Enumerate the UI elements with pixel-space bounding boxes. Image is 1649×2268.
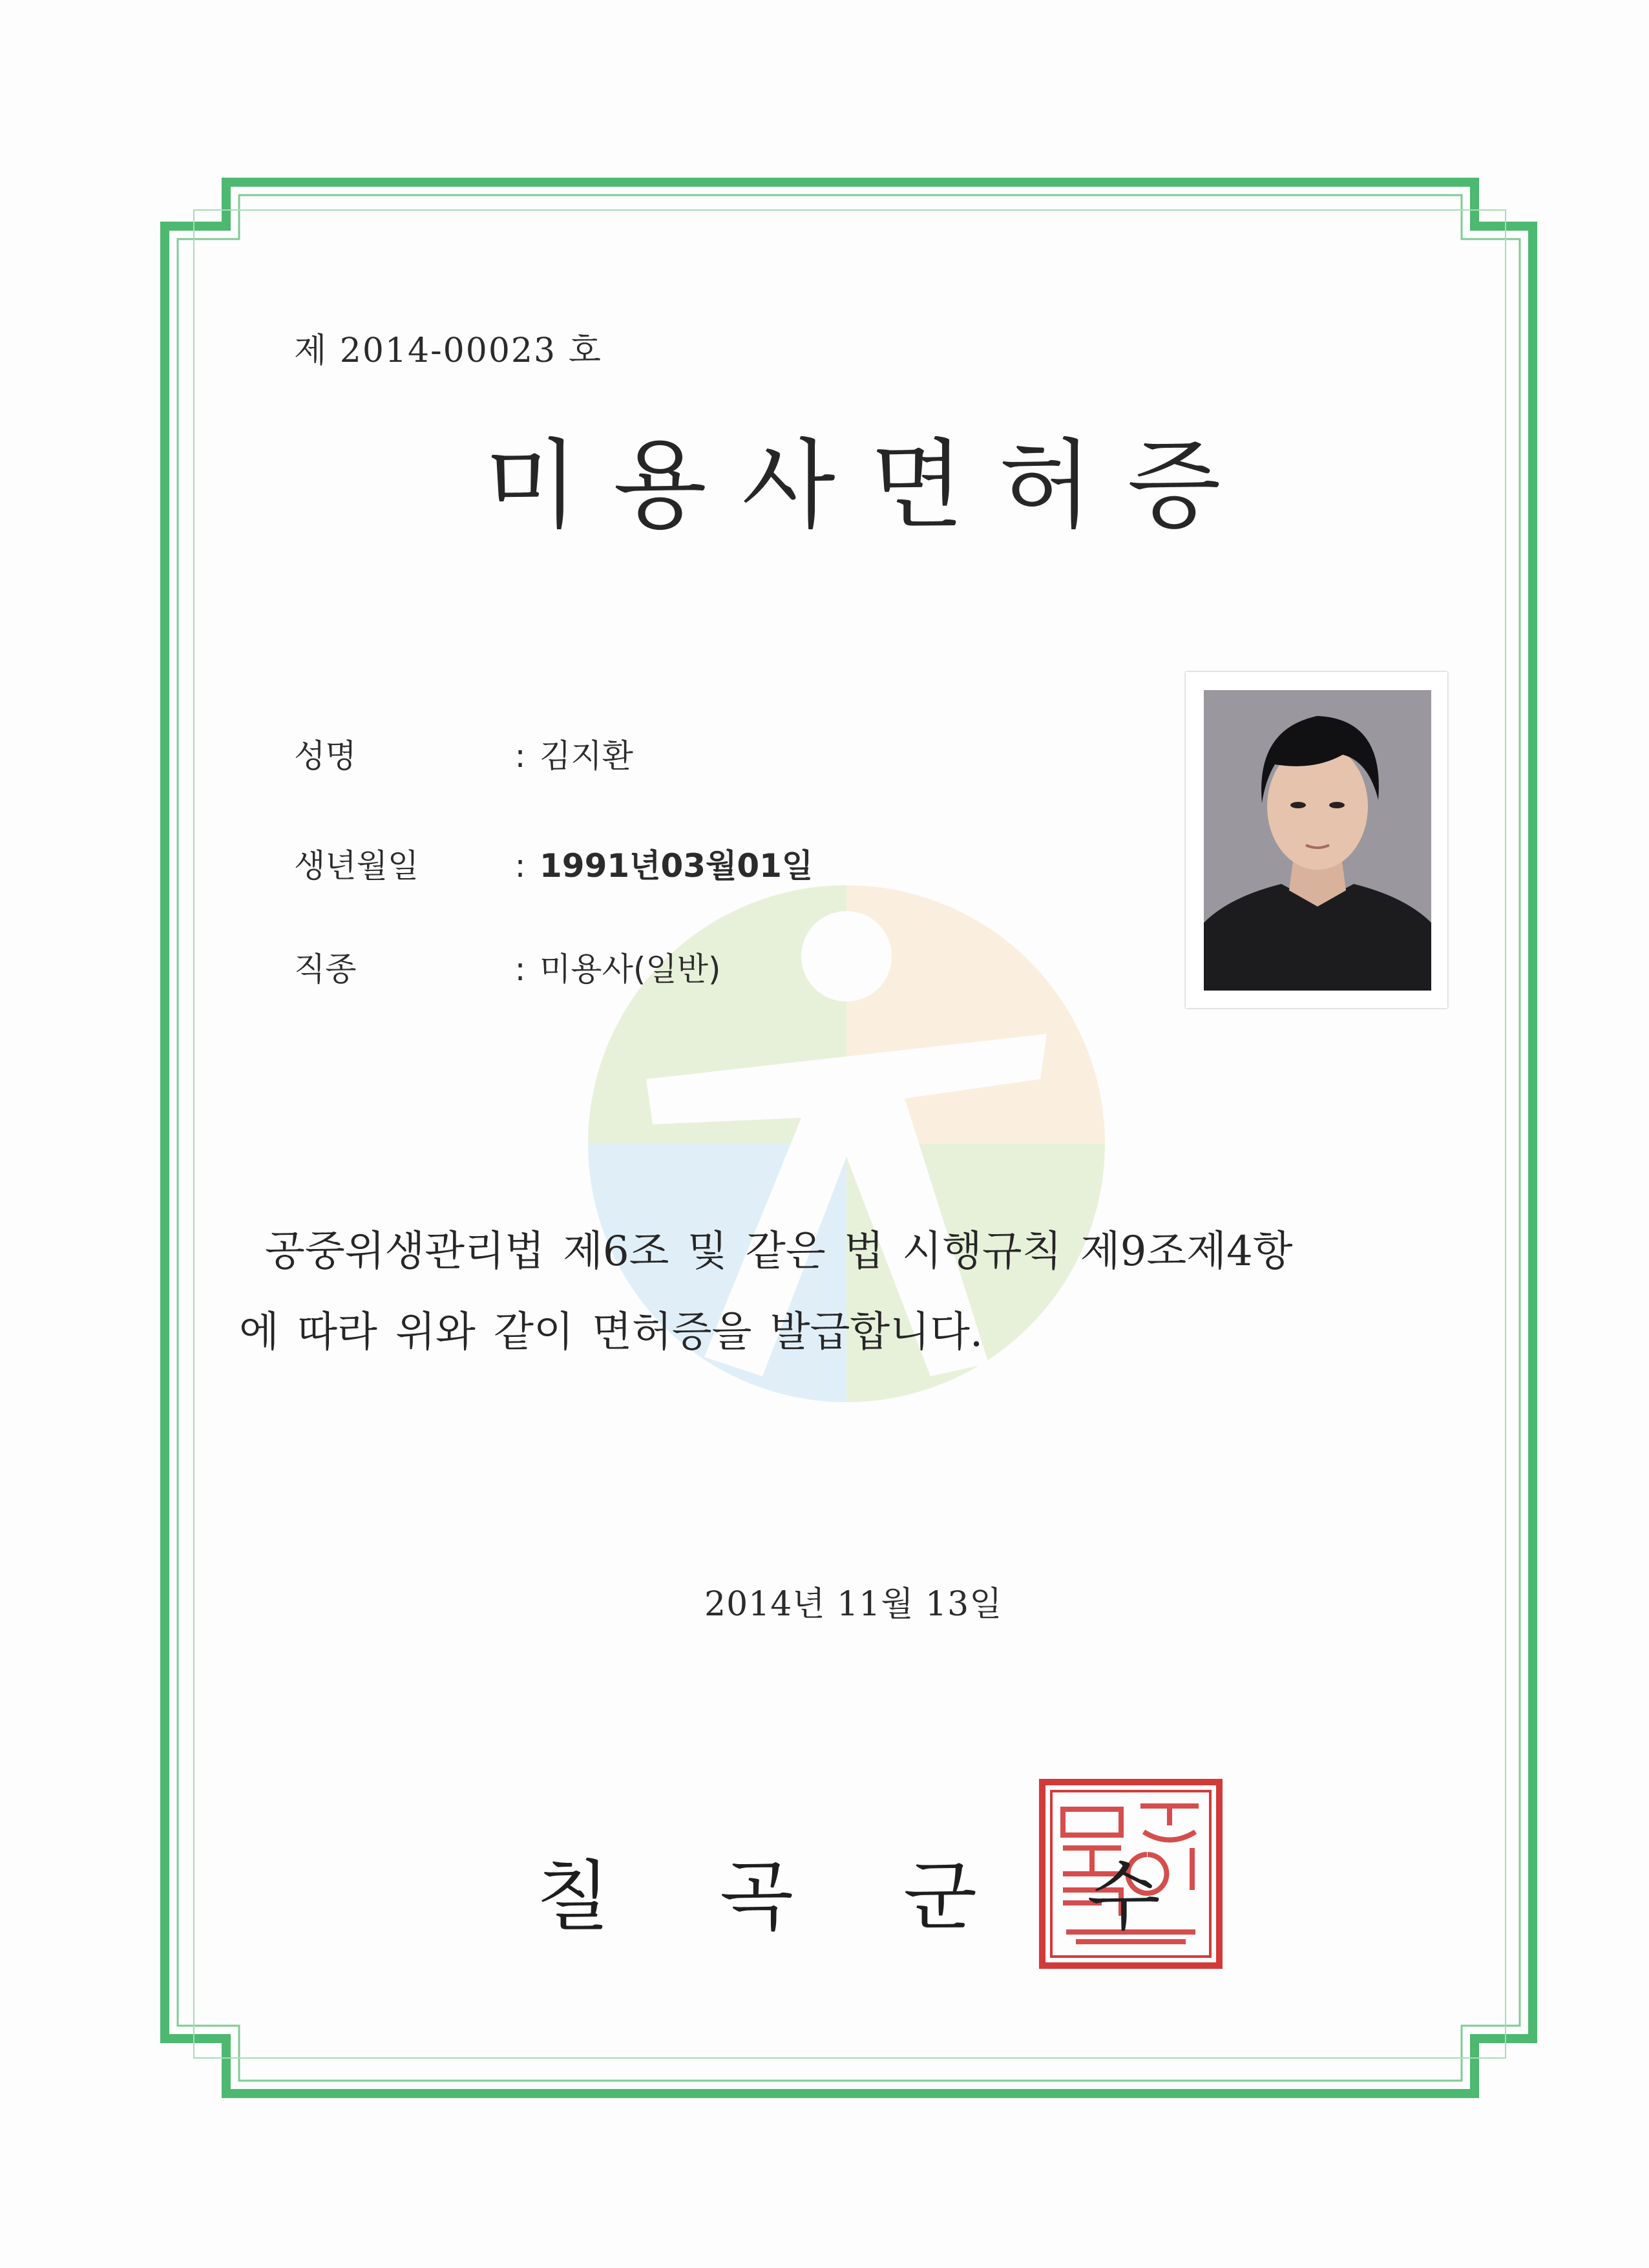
field-birthdate	[294, 840, 813, 887]
portrait-photo-icon	[1204, 690, 1431, 991]
field-occupation	[294, 943, 721, 990]
legal-statement	[239, 1212, 1480, 1373]
field-name	[294, 730, 633, 777]
field-birthdate-value: 1991년03월01일	[540, 847, 814, 885]
field-occupation-value: 미용사(일반)	[540, 950, 721, 988]
holder-photo	[1186, 672, 1447, 1008]
legal-statement-line-1: 공중위생관리법 제6조 및 같은 법 시행규칙 제9조제4항	[265, 1228, 1293, 1276]
issue-date: 2014년 11월 13일	[704, 1585, 1003, 1624]
field-occupation-colon: :	[514, 950, 526, 988]
field-name-colon: :	[514, 737, 526, 775]
field-name-label: 성명	[294, 737, 357, 775]
page-title: 미용사면허증	[485, 430, 1256, 542]
legal-statement-line-2: 에 따라 위와 같이 면허증을 발급합니다.	[239, 1308, 983, 1356]
issuer-name: 칠곡군수	[536, 1852, 1270, 1941]
field-name-value: 김지환	[540, 737, 633, 775]
field-birthdate-label: 생년월일	[294, 847, 419, 885]
field-occupation-label: 직종	[294, 950, 357, 988]
document-number: 제 2014-00023 호	[294, 331, 602, 370]
field-birthdate-colon: :	[514, 847, 526, 885]
